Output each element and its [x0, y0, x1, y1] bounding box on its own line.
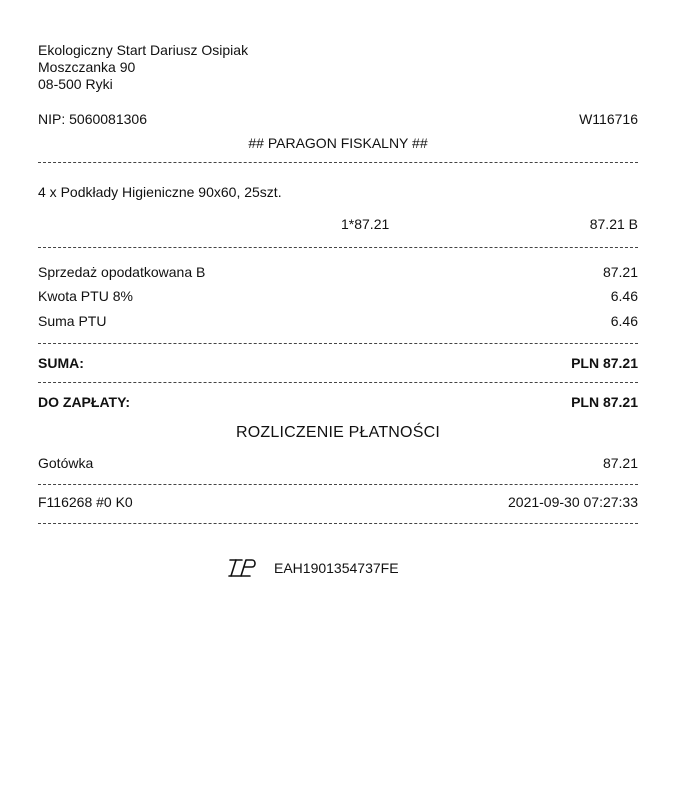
seller-name: Ekologiczny Start Dariusz Osipiak — [38, 42, 249, 58]
ptu-amount-value: 6.46 — [610, 288, 638, 304]
taxed-sales-label: Sprzedaż opodatkowana B — [38, 264, 206, 280]
divider — [38, 382, 638, 383]
receipt-title: ## PARAGON FISKALNY ## — [248, 135, 428, 151]
item-description: 4 x Podkłady Higieniczne 90x60, 25szt. — [38, 184, 282, 200]
payment-title: ROZLICZENIE PŁATNOŚCI — [236, 424, 440, 441]
register-info: F116268 #0 K0 — [38, 494, 133, 510]
fiscal-logo-icon — [228, 556, 258, 578]
ptu-sum-label: Suma PTU — [38, 313, 107, 329]
sum-label: SUMA: — [38, 355, 84, 371]
seller-address-line2: 08-500 Ryki — [38, 76, 113, 92]
divider — [38, 484, 638, 485]
payment-method-value: 87.21 — [602, 455, 638, 471]
seller-nip: NIP: 5060081306 — [38, 111, 147, 127]
ptu-amount-label: Kwota PTU 8% — [38, 288, 133, 304]
receipt-number: W116716 — [579, 111, 638, 127]
payment-method-label: Gotówka — [38, 455, 94, 471]
divider — [38, 162, 638, 163]
fiscal-code: EAH1901354737FE — [274, 560, 399, 576]
to-pay-label: DO ZAPŁATY: — [38, 394, 131, 410]
seller-address-line1: Moszczanka 90 — [38, 59, 136, 75]
ptu-sum-value: 6.46 — [610, 313, 638, 329]
item-qty-price: 1*87.21 — [341, 216, 390, 232]
divider — [38, 523, 638, 524]
taxed-sales-value: 87.21 — [602, 264, 638, 280]
receipt-datetime: 2021-09-30 07:27:33 — [508, 494, 638, 510]
to-pay-value: PLN 87.21 — [571, 394, 638, 410]
sum-value: PLN 87.21 — [571, 355, 638, 371]
fiscal-receipt — [38, 0, 638, 799]
divider — [38, 343, 638, 344]
item-amount: 87.21 B — [589, 216, 638, 232]
divider — [38, 247, 638, 248]
